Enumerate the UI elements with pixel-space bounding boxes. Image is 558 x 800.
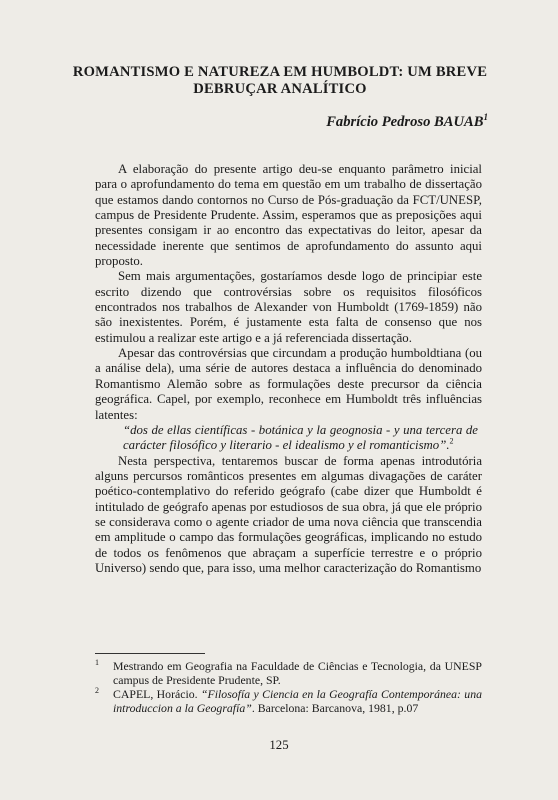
author-footnote-ref: 1	[483, 112, 488, 123]
paragraph-3: Apesar das controvérsias que circundam a produção humboldtiana (ou a análise dela), uma série de autores destaca a influência do denominado Romantismo Alemão sobre as formulações deste precursor da ciência geográfica. Capel, por exemplo, reconhece em Humboldt três influências latentes:	[95, 346, 482, 422]
page-number: 125	[269, 738, 289, 752]
footnote-1-number: 1	[95, 658, 99, 667]
title-line-2: DEBRUÇAR ANALÍTICO	[193, 81, 367, 97]
author-text: Fabrício Pedroso BAUAB	[326, 114, 484, 130]
footnote-1	[95, 659, 482, 687]
block-quote	[123, 423, 478, 454]
article-body	[95, 162, 482, 576]
article-title	[60, 64, 500, 98]
footnote-separator	[95, 653, 205, 654]
footnote-2	[95, 687, 482, 715]
author-name	[326, 114, 488, 131]
footnote-2-rest: . Barcelona: Barcanova, 1981, p.07	[251, 701, 419, 715]
paragraph-2: Sem mais argumentações, gostaríamos desde logo de principiar este escrito dizendo que controvérsias sobre os requisitos filosóficos encontrados nos trabalhos de Alexander von Humboldt (1769-1859) não são inexistentes. Porém, é justamente esta falta de consenso que nos estimulou a realizar este artigo e a já referenciada dissertação.	[95, 269, 482, 345]
quote-footnote-ref: 2	[449, 436, 454, 446]
footnote-2-title: “Filosofía y Ciencia en la Geografía Contemporánea: una introduccion a la Geografía”	[113, 687, 482, 715]
title-line-1: ROMANTISMO E NATUREZA EM HUMBOLDT: UM BREVE	[72, 64, 488, 80]
paragraph-1: A elaboração do presente artigo deu-se enquanto parâmetro inicial para o aprofundamento do tema em questão em um trabalho de dissertação que estamos dando contornos no Curso de Pós-graduação da FCT/UNESP, campus de Presidente Prudente. Assim, esperamos que as preposições aqui presentes consigam ir ao encontro das expectativas do leitor, apesar da necessidade inerente que sentimos de aprofundamento do assunto aqui proposto.	[95, 162, 482, 269]
paragraph-4: Nesta perspectiva, tentaremos buscar de forma apenas introdutória alguns percursos românticos presentes em algumas divagações de caráter poético-contemplativo do referido geógrafo (cabe dizer que Humboldt é intitulado de geógrafo apenas por estudiosos de sua obra, já que ele próprio se considerava como o agente criador de uma nova ciência que transcendia em amplitude o campo das formulações geográficas, implicando no estudo de todos os fenômenos que abraçam a superfície terrestre e o próprio Universo) sendo que, para isso, uma melhor caracterização do Romantismo	[95, 453, 482, 575]
footnote-2-number: 2	[95, 686, 99, 695]
footnote-2-text	[113, 687, 482, 715]
quote-text: “dos de ellas científicas - botánica y la geognosia - y una tercera de carácter filosófico y literario - el idealismo y el romanticismo”.	[123, 422, 478, 453]
footnote-2-author: CAPEL, Horácio.	[113, 687, 201, 701]
footnote-1-text: Mestrando em Geografia na Faculdade de Ciências e Tecnologia, da UNESP campus de Presidente Prudente, SP.	[113, 659, 482, 687]
footnotes	[95, 659, 482, 715]
